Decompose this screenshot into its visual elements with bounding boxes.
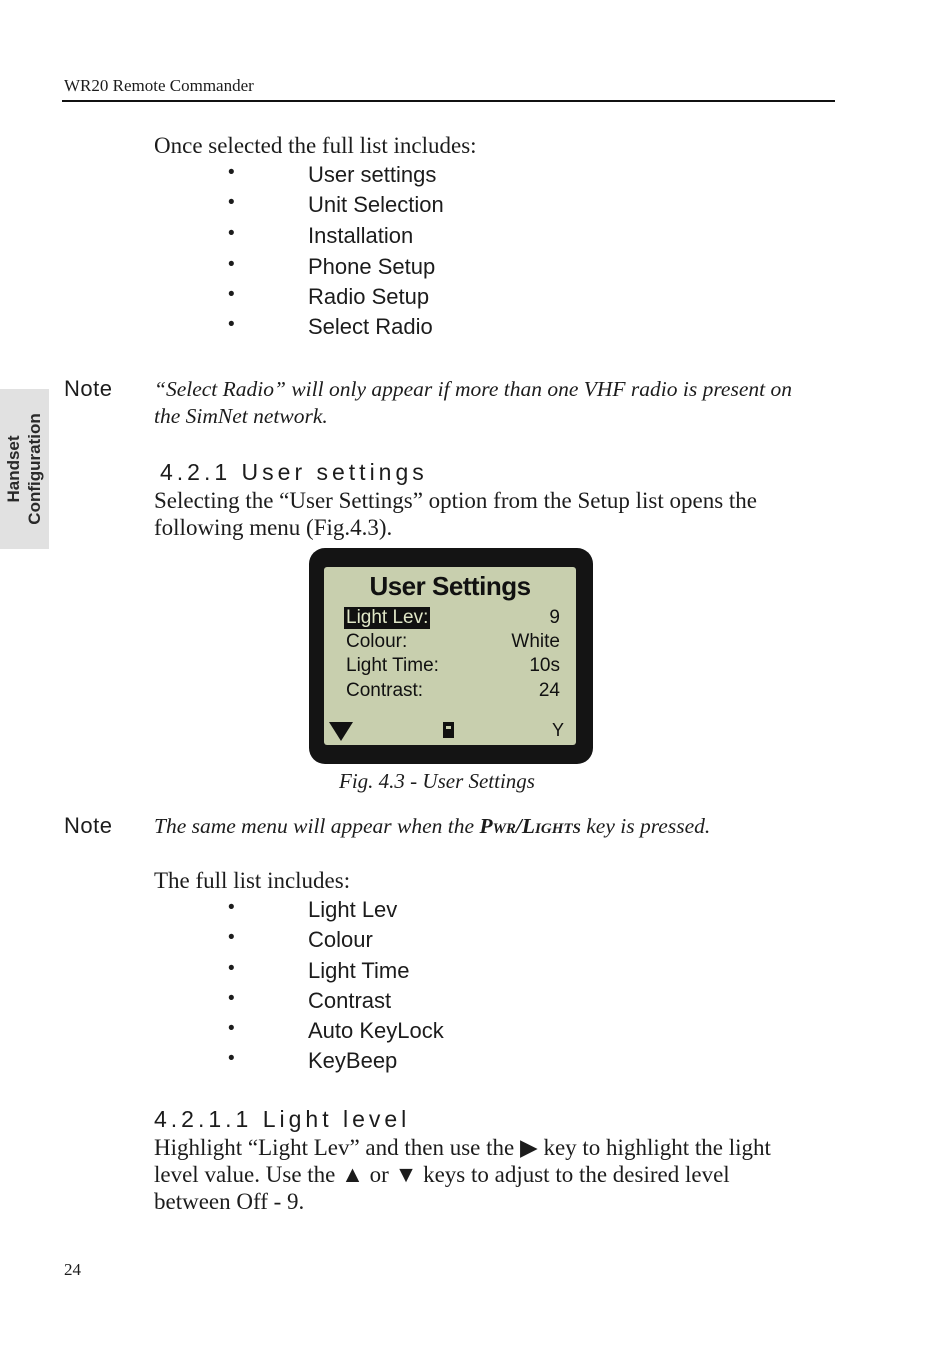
body-line: between Off - 9.	[154, 1189, 305, 1214]
header-rule	[62, 100, 835, 102]
side-tab-line1: Handset	[4, 435, 23, 503]
body-text: key to highlight the light	[537, 1135, 771, 1160]
list-item	[0, 162, 600, 192]
lcd-row-value: White	[511, 631, 560, 652]
list-item-label: Light Time	[308, 958, 410, 983]
lcd-menu-row	[344, 680, 560, 704]
bullet: •	[228, 897, 235, 918]
bullet: •	[228, 284, 235, 305]
list-item	[0, 192, 600, 222]
down-arrow-icon	[329, 722, 353, 741]
section-heading: 4.2.1.1 Light level	[154, 1106, 411, 1132]
list-item	[0, 988, 600, 1018]
note-line: the SimNet network.	[154, 404, 328, 428]
bullet: •	[228, 162, 235, 183]
list-item	[0, 1018, 600, 1048]
bullet: •	[228, 314, 235, 335]
list-item-label: Auto KeyLock	[308, 1018, 444, 1043]
note-line: “Select Radio” will only appear if more than one VHF radio is present on	[154, 377, 792, 401]
note-text-before: The same menu will appear when the	[154, 814, 480, 838]
list-item	[0, 927, 600, 957]
lcd-title: User Settings	[369, 571, 531, 601]
list-item-label: Colour	[308, 927, 373, 952]
body-line	[154, 1134, 771, 1161]
list-item-label: Radio Setup	[308, 284, 430, 309]
body-line: following menu (Fig.4.3).	[154, 515, 393, 540]
bullet: •	[228, 988, 235, 1009]
intro-text: Once selected the full list includes:	[154, 133, 477, 158]
lcd-row-label-highlighted: Light Lev:	[346, 607, 429, 628]
bullet: •	[228, 254, 235, 275]
bullet: •	[228, 958, 235, 979]
list-item-label: Contrast	[308, 988, 392, 1013]
running-header: WR20 Remote Commander	[64, 76, 254, 95]
list-item	[0, 223, 600, 253]
list-item-label: Light Lev	[308, 897, 398, 922]
lcd-row-label: Light Time:	[346, 655, 439, 676]
bullet: •	[228, 1048, 235, 1069]
list-item-label: User settings	[308, 162, 437, 187]
body-line: Selecting the “User Settings” option from the Setup list opens the	[154, 488, 758, 513]
list-item	[0, 254, 600, 284]
battery-icon	[443, 722, 454, 738]
bullet: •	[228, 927, 235, 948]
key-name: Pwr/Lights	[479, 814, 581, 838]
lcd-row-label: Colour:	[346, 631, 408, 652]
body-text: or	[363, 1162, 395, 1187]
section-body	[154, 487, 757, 541]
lcd-menu-row	[344, 631, 560, 655]
section-body	[154, 1134, 771, 1215]
lcd-row-value: 10s	[529, 655, 560, 676]
list-item	[0, 284, 600, 314]
lcd-menu-row	[344, 655, 560, 679]
lcd-row-value: 24	[538, 680, 560, 701]
list-item-label: Installation	[308, 223, 414, 248]
down-arrow-icon: ▼	[394, 1162, 418, 1187]
body-text: level value. Use the	[154, 1162, 342, 1187]
body-line	[154, 1161, 771, 1188]
lcd-display-figure	[309, 548, 593, 764]
full-list-intro: The full list includes:	[154, 868, 351, 893]
list-item	[0, 314, 600, 344]
lcd-menu-row	[344, 607, 560, 631]
body-text: keys to adjust to the desired level	[417, 1162, 730, 1187]
lcd-row-value: 9	[549, 607, 560, 628]
note-text	[154, 376, 844, 430]
page-number: 24	[64, 1260, 81, 1279]
lcd-row-label: Contrast:	[346, 680, 424, 701]
list-item	[0, 897, 600, 927]
figure-caption: Fig. 4.3 - User Settings	[339, 769, 535, 793]
section-heading: 4.2.1 User settings	[160, 459, 428, 485]
note-text	[154, 813, 844, 840]
antenna-icon: Y	[552, 720, 565, 740]
list-item	[0, 1048, 600, 1078]
note-text-after: key is pressed.	[580, 814, 711, 838]
note-label: Note	[64, 376, 113, 401]
chapter-side-tab	[0, 389, 49, 549]
right-arrow-icon: ▶	[520, 1135, 538, 1160]
bullet: •	[228, 1018, 235, 1039]
side-tab-line2: Configuration	[25, 413, 44, 525]
bullet: •	[228, 223, 235, 244]
list-item-label: KeyBeep	[308, 1048, 398, 1073]
lcd-screen	[324, 567, 576, 745]
note-label: Note	[64, 813, 113, 838]
list-item-label: Select Radio	[308, 314, 433, 339]
up-arrow-icon: ▲	[341, 1162, 364, 1187]
side-tab-label	[3, 413, 45, 524]
list-item-label: Phone Setup	[308, 254, 436, 279]
list-item-label: Unit Selection	[308, 192, 444, 217]
list-item	[0, 958, 600, 988]
bullet: •	[228, 192, 235, 213]
body-text: Highlight “Light Lev” and then use the	[154, 1135, 520, 1160]
